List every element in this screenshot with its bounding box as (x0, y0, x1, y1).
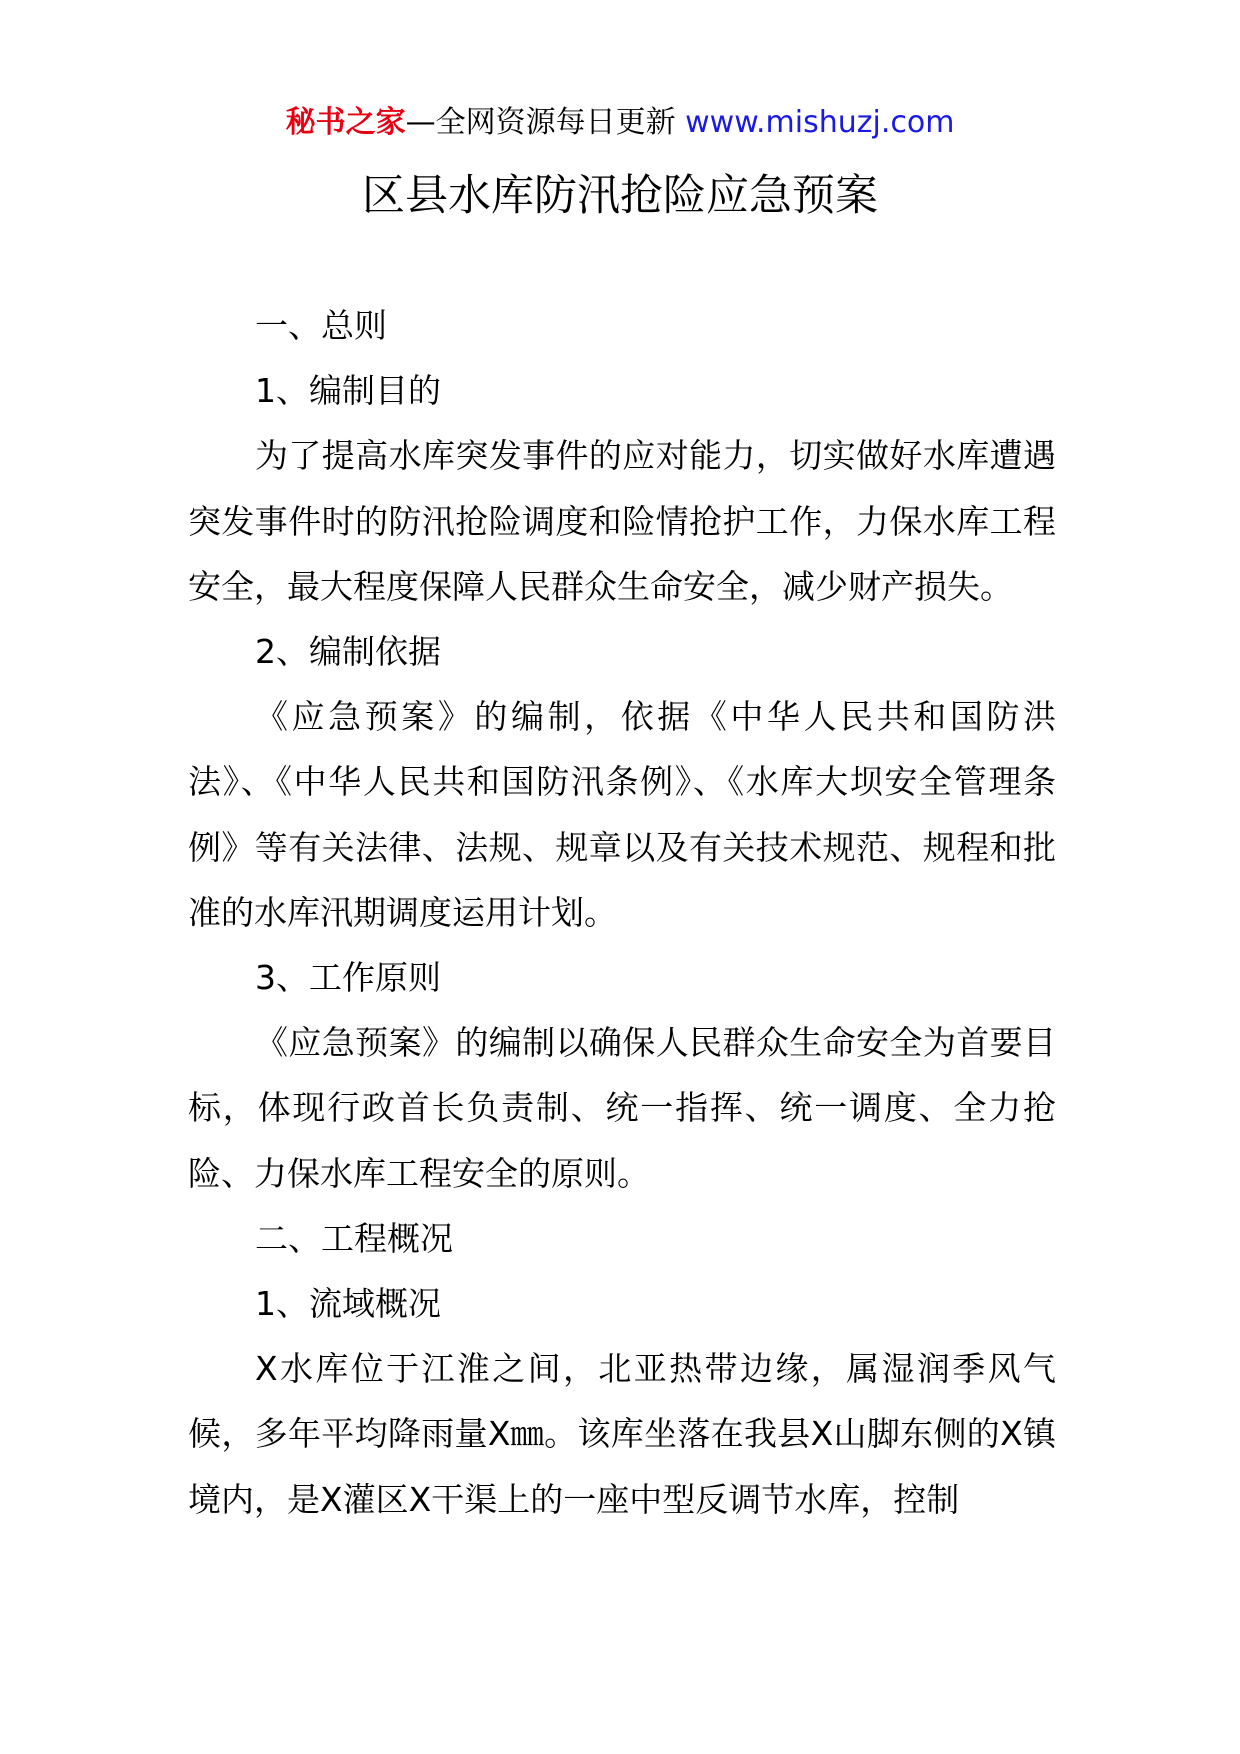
site-url-link[interactable]: www.mishuzj.com (685, 105, 955, 140)
paragraph-basis: 《应急预案》的编制，依据《中华人民共和国防洪法》、《中华人民共和国防汛条例》、《水库大坝安全管理条例》等有关法律、法规、规章以及有关技术规范、规程和批准的水库汛期调度运用计划。 (188, 697, 1056, 932)
section-heading-general: 一、总则 (255, 306, 387, 345)
paragraph-purpose: 为了提高水库突发事件的应对能力，切实做好水库遭遇突发事件时的防汛抢险调度和险情抢护工作，力保水库工程安全，最大程度保障人民群众生命安全，减少财产损失。 (188, 436, 1056, 606)
subheading-principles: 3、工作原则 (255, 958, 441, 998)
site-brand: 秘书之家 (285, 105, 406, 140)
paragraph-basin: X水库位于江淮之间，北亚热带边缘，属湿润季风气候，多年平均降雨量X㎜。该库坐落在我县X山脚东侧的X镇境内，是X灌区X干渠上的一座中型反调节水库，控制 (188, 1349, 1056, 1519)
document-body (188, 293, 1056, 1532)
paragraph-principles: 《应急预案》的编制以确保人民群众生命安全为首要目标，体现行政首长负责制、统一指挥、统一调度、全力抢险、力保水库工程安全的原则。 (188, 1023, 1056, 1193)
section-heading-overview: 二、工程概况 (255, 1218, 453, 1258)
site-header (0, 102, 1240, 144)
document-title: 区县水库防汛抢险应急预案 (362, 171, 878, 221)
site-slogan: —全网资源每日更新 (405, 105, 676, 140)
subheading-basis: 2、编制依据 (255, 632, 441, 672)
subheading-purpose: 1、编制目的 (255, 371, 441, 411)
subheading-basin: 1、流域概况 (255, 1284, 441, 1324)
